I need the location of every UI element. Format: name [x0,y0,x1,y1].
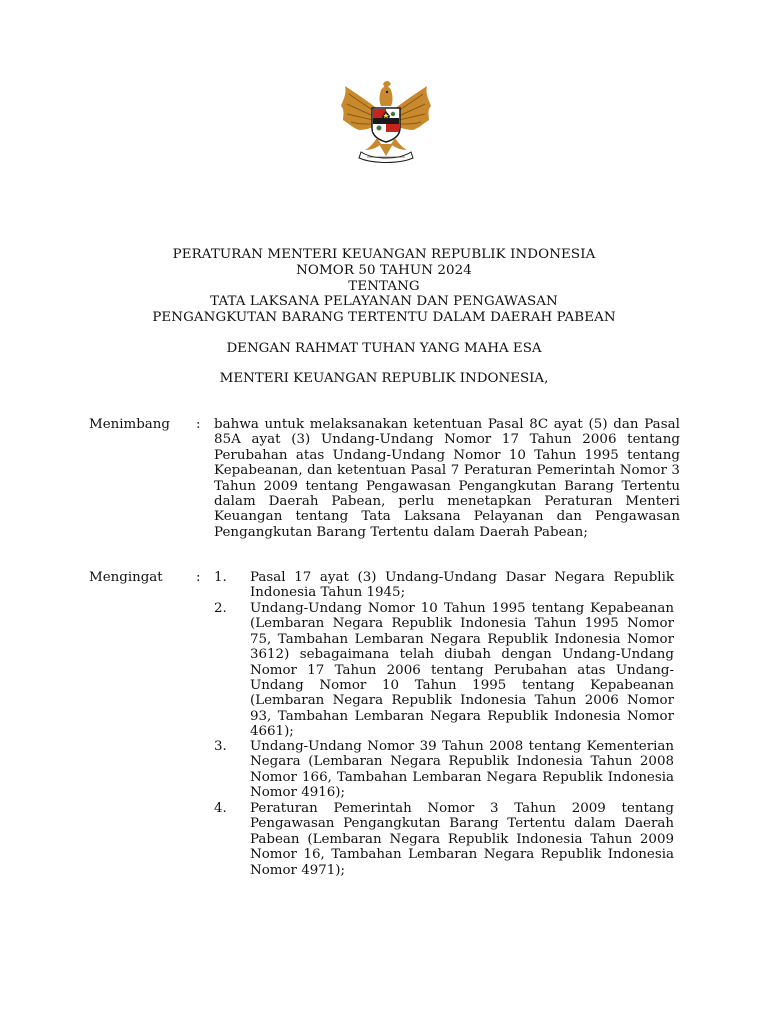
mengingat-item-number: 3. [214,739,227,754]
menimbang-text: bahwa untuk melaksanakan ketentuan Pasal 8C ayat (5) dan Pasal 85A ayat (3) Undang-Undang Nomor 17 Tahun 2006 tentang Perubahan atas Undang-Undang Nomor 10 Tahun 1995 tentang Kepabeanan, dan ketentuan Pasal 7 Peraturan Pemerintah Nomor 3 Tahun 2009 tentang Pengawasan Pengangkutan Barang Tertentu dalam Daerah Pabean, perlu menetapkan Peraturan Menteri Keuangan tentang Tata Laksana Pelayanan dan Pengawasan Pengangkutan Barang Tertentu dalam Daerah Pabean; [214,417,680,540]
menimbang-label: Menimbang [89,417,170,432]
header-title: PERATURAN MENTERI KEUANGAN REPUBLIK INDONESIA [172,247,596,262]
mengingat-item-number: 4. [214,801,227,816]
header-tentang: TENTANG [348,278,420,294]
document-header [0,247,768,326]
mengingat-item-number: 1. [214,570,227,585]
garuda-emblem-icon [339,80,433,164]
invocation: DENGAN RAHMAT TUHAN YANG MAHA ESA [226,341,542,356]
authority: MENTERI KEUANGAN REPUBLIK INDONESIA, [219,371,549,386]
mengingat-item-text: Undang-Undang Nomor 39 Tahun 2008 tentang Kementerian Negara (Lembaran Negara Republik Indonesia Tahun 2008 Nomor 166, Tambahan Lembaran Negara Republik Indonesia Nomor 4916); [250,739,674,801]
menimbang-colon: : [196,417,201,432]
mengingat-item-text: Pasal 17 ayat (3) Undang-Undang Dasar Negara Republik Indonesia Tahun 1945; [250,570,674,601]
mengingat-item-number: 2. [214,601,227,616]
mengingat-item-text: Undang-Undang Nomor 10 Tahun 1995 tentang Kepabeanan (Lembaran Negara Republik Indonesia Tahun 1995 Nomor 75, Tambahan Lembaran Negara Republik Indonesia Nomor 3612) sebagaimana telah diubah dengan Undang-Undang Nomor 17 Tahun 2006 tentang Perubahan atas Undang-Undang Nomor 10 Tahun 1995 tentang Kepabeanan (Lembaran Negara Republik Indonesia Tahun 2006 Nomor 93, Tambahan Lembaran Negara Republik Indonesia Nomor 4661); [250,601,674,740]
mengingat-colon: : [196,570,201,585]
mengingat-label: Mengingat [89,570,163,585]
header-number: NOMOR 50 TAHUN 2024 [296,262,472,278]
header-subject-line1: TATA LAKSANA PELAYANAN DAN PENGAWASAN [210,294,558,310]
header-subject-line2: PENGANGKUTAN BARANG TERTENTU DALAM DAERAH PABEAN [152,310,616,326]
mengingat-item-text: Peraturan Pemerintah Nomor 3 Tahun 2009 tentang Pengawasan Pengangkutan Barang Tertentu dalam Daerah Pabean (Lembaran Negara Republik Indonesia Tahun 2009 Nomor 16, Tambahan Lembaran Negara Republik Indonesia Nomor 4971); [250,801,674,878]
